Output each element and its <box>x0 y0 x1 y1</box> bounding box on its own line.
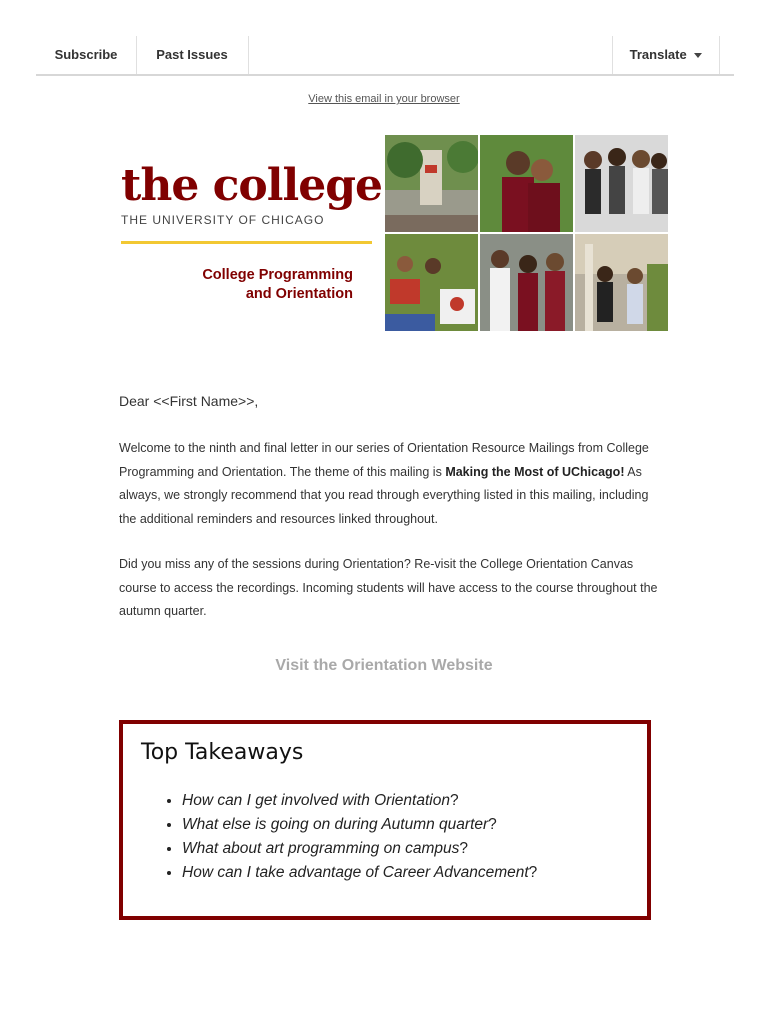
top-nav-bar <box>36 36 734 76</box>
photo-student-group <box>575 135 668 232</box>
photo-move-in <box>575 234 668 331</box>
takeaway-mark: ? <box>488 816 497 833</box>
program-title-line2: and Orientation <box>245 286 353 302</box>
orientation-website-link[interactable]: Visit the Orientation Website <box>275 657 493 674</box>
photo-campus-gate <box>385 135 478 232</box>
takeaway-text: What else is going on during Autumn quarter <box>182 816 489 833</box>
greeting: Dear <<First Name>>, <box>119 393 259 409</box>
intro-text-b: As always, we strongly recommend that you read through everything listed in this mailing, including the additional reminders and resources linked throughout. <box>119 464 649 526</box>
college-logo-title: the college <box>121 160 382 211</box>
top-takeaways-box <box>119 720 651 920</box>
takeaway-text: How can I take advantage of Career Advancement <box>182 864 529 881</box>
takeaway-mark: ? <box>459 840 469 857</box>
photo-cheering-students <box>480 234 573 331</box>
takeaway-text: How can I get involved with Orientation <box>182 792 450 809</box>
translate-label: Translate <box>629 47 687 62</box>
takeaway-item[interactable] <box>182 789 537 813</box>
intro-text-a: Welcome to the ninth and final letter in our series of Orientation Resource Mailings from College Programming and Orientation. The theme of this mailing is <box>119 441 649 479</box>
translate-dropdown[interactable] <box>612 36 720 74</box>
logo-divider <box>121 241 372 244</box>
takeaway-mark: ? <box>528 864 538 881</box>
takeaway-item[interactable] <box>182 813 537 837</box>
takeaways-list <box>164 789 537 885</box>
program-title-line1: College Programming <box>202 267 353 283</box>
recordings-paragraph: Did you miss any of the sessions during Orientation? Re-visit the College Orientation Canvas course to access the recordings. Incoming students will have access to the course throughout the autumn quarter. <box>119 557 658 618</box>
intro-theme: Making the Most of UChicago! <box>445 464 625 479</box>
intro-paragraph <box>119 437 659 531</box>
program-title <box>150 266 353 304</box>
photo-two-students <box>480 135 573 232</box>
takeaway-item[interactable] <box>182 861 537 885</box>
takeaway-mark: ? <box>449 792 459 809</box>
past-issues-link[interactable]: Past Issues <box>136 36 249 74</box>
college-logo-subtitle: THE UNIVERSITY OF CHICAGO <box>121 213 325 227</box>
takeaways-title: Top Takeaways <box>141 740 304 765</box>
view-in-browser-link[interactable]: View this email in your browser <box>308 93 460 105</box>
takeaway-item[interactable] <box>182 837 537 861</box>
chevron-down-icon <box>694 53 702 58</box>
subscribe-link[interactable]: Subscribe <box>36 36 137 74</box>
takeaway-text: What about art programming on campus <box>182 840 460 857</box>
orientation-photo-collage <box>385 135 668 331</box>
photo-crowd-signs <box>385 234 478 331</box>
